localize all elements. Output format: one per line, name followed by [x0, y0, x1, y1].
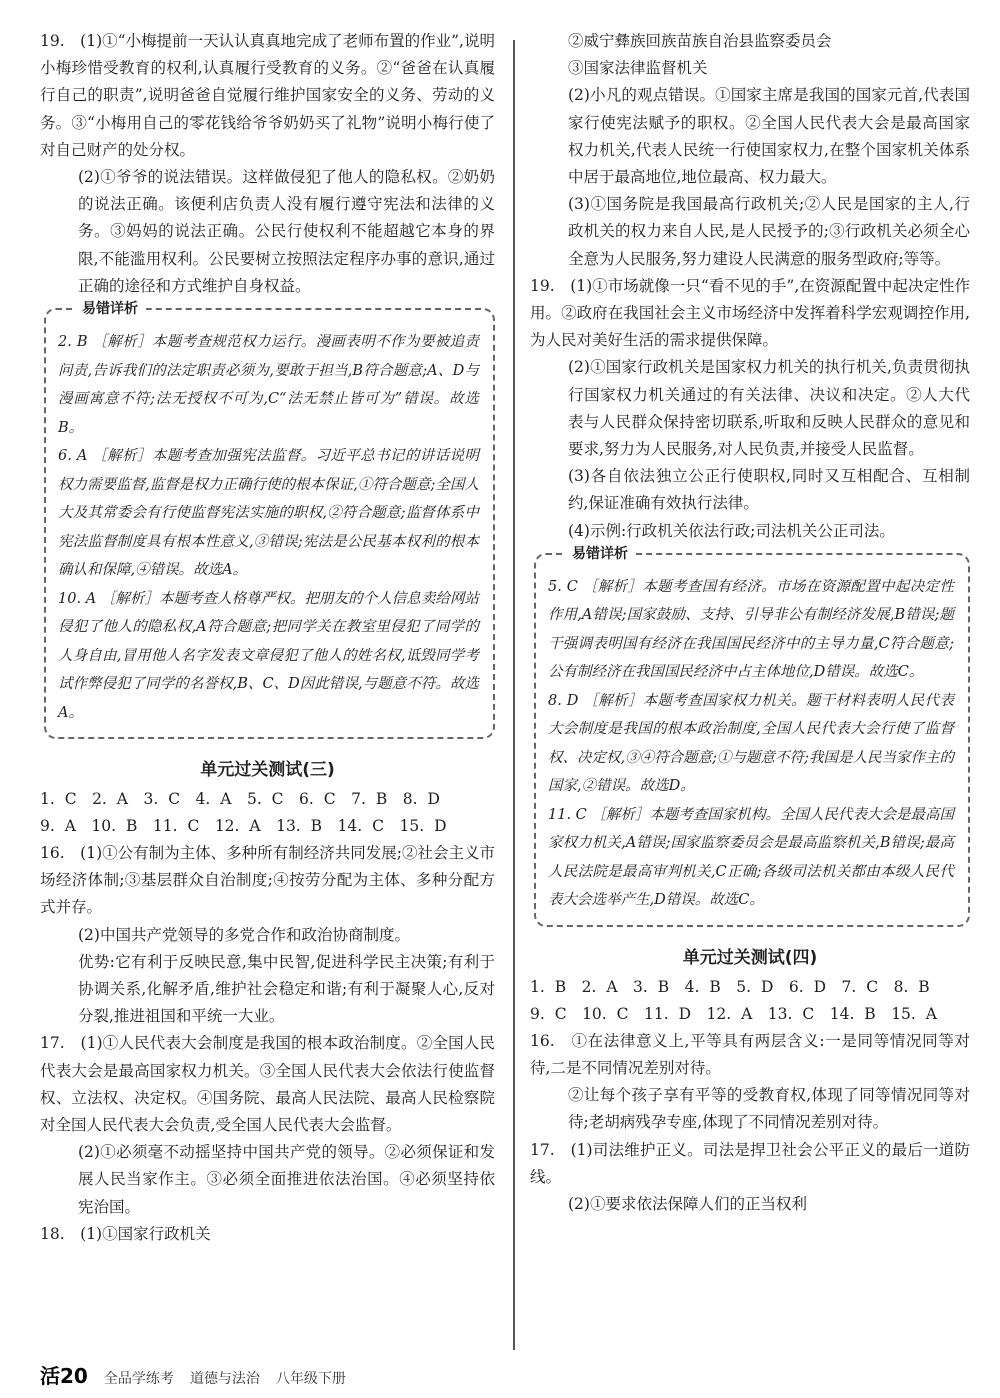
- error-analysis-title: 易错详析: [564, 543, 636, 563]
- error-analysis-item: 5. C ［解析］本题考查国有经济。市场在资源配置中起决定性作用,A错误;国家鼓励、支持、引导非公有制经济发展,B错误;题干强调表明国有经济在我国国民经济中的主导力量,C符合题意;公有制经济在我国国民经济中占主体地位,D错误。故选C。: [548, 578, 954, 681]
- answer-q16-part2: ②让每个孩子享有平等的受教育权,体现了同等情况同等对待;老胡病残孕专座,体现了不同情况差别对待。: [568, 1086, 970, 1132]
- error-analysis-item: 6. A ［解析］本题考查加强宪法监督。习近平总书记的讲话说明权力需要监督,监督是权力正确行使的根本保证,①符合题意;全国人大及其常委会有行使监督宪法实施的职权,②符合题意;监督体系中宪法监督制度具有根本性意义,③错误;宪法是公民基本权利的根本确认和保障,④错误。故选A。: [58, 448, 479, 579]
- mc-answers-line: 1. C 2. A 3. C 4. A 5. C 6. C 7. B 8. D: [40, 790, 440, 809]
- mc-answers-line: 9. C 10. C 11. D 12. A 13. C 14. B 15. A: [530, 1004, 937, 1023]
- answer-q19-part1: 19. (1)①市场就像一只“看不见的手”,在资源配置中起决定性作用。②政府在我国社会主义市场经济中发挥着科学宏观调控作用,为人民对美好生活的需求提供保障。: [530, 276, 970, 350]
- answer-line: ③国家法律监督机关: [568, 59, 708, 78]
- answer-line: (3)①国务院是我国最高行政机关;②人民是国家的主人,行政机关的权力来自人民,是人民授予的;③行政机关必须全心全意为人民服务,努力建设人民满意的服务型政府;等等。: [568, 195, 970, 268]
- section-heading-test4: 单元过关测试(四): [682, 947, 818, 968]
- answer-q18-part1: 18. (1)①国家行政机关: [40, 1224, 211, 1243]
- error-analysis-item: 11. C ［解析］本题考查国家机构。全国人民代表大会是最高国家权力机关,A错误;国家监察委员会是最高监察机关,B错误;最高人民法院是最高审判机关,C正确;各级司法机关都由本级人民代表大会选举产生,D错误。故选C。: [548, 806, 954, 909]
- error-analysis-title: 易错详析: [74, 298, 146, 318]
- answer-q17-part1: 17. (1)①人民代表大会制度是我国的根本政治制度。②全国人民代表大会是最高国家权力机关。③全国人民代表大会依法行使监督权、立法权、决定权。④国务院、最高人民法院、最高人民检察院对全国人民代表大会负责,受全国人民代表大会监督。: [40, 1034, 495, 1135]
- page-footer: [40, 1360, 346, 1389]
- error-analysis-item: 2. B ［解析］本题考查规范权力运行。漫画表明不作为要被追责问责,告诉我们的法定职责必须为,要敢于担当,B符合题意;A、D与漫画寓意不符;法无授权不可为,C“法无禁止皆可为”错误。故选B。: [58, 334, 479, 436]
- mc-answers-line: 1. B 2. A 3. B 4. B 5. D 6. D 7. C 8. B: [530, 977, 930, 996]
- error-analysis-box: [534, 545, 970, 927]
- section-heading-test3: 单元过关测试(三): [200, 760, 335, 781]
- right-column: [530, 28, 970, 1218]
- answer-q16-part3: 优势:它有利于反映民意,集中民智,促进科学民主决策;有利于协调关系,化解矛盾,维护社会稳定和谐;有利于凝聚人心,反对分裂,推进祖国和平统一大业。: [78, 952, 495, 1026]
- left-column: [40, 28, 495, 1248]
- mc-answers-line: 9. A 10. B 11. C 12. A 13. B 14. C 15. D: [40, 817, 447, 836]
- grade-label: 八年级下册: [275, 1371, 346, 1387]
- error-analysis-box: [44, 301, 495, 739]
- answer-q17-part2: (2)①必须毫不动摇坚持中国共产党的领导。②必须保证和发展人民当家作主。③必须全面推进依法治国。④必须坚持依宪治国。: [78, 1143, 495, 1216]
- answer-q16-part1: 16. ①在法律意义上,平等具有两层含义:一是同等情况同等对待,二是不同情况差别对待。: [530, 1031, 970, 1078]
- answer-q17-part2: (2)①要求依法保障人们的正当权利: [568, 1195, 807, 1214]
- answer-line: (2)小凡的观点错误。①国家主席是我国的国家元首,代表国家行使宪法赋予的职权。②全国人民代表大会是最高国家权力机关,代表人民统一行使国家权力,在整个国家机关体系中居于最高地位,地位最高、权力最大。: [568, 86, 970, 187]
- error-analysis-item: 10. A ［解析］本题考查人格尊严权。把朋友的个人信息卖给网站侵犯了他人的隐私权,A符合题意;把同学关在教室里侵犯了同学的人身自由,冒用他人名字发表文章侵犯了他人的姓名权,诋毁同学考试作弊侵犯了同学的名誉权,B、C、D因此错误,与题意不符。故选A。: [58, 590, 479, 721]
- subject-name: 道德与法治: [189, 1371, 260, 1387]
- answer-q19-part4: (4)示例:行政机关依法行政;司法机关公正司法。: [568, 521, 895, 540]
- column-divider: [513, 40, 515, 1350]
- answer-q16-part1: 16. (1)①公有制为主体、多种所有制经济共同发展;②社会主义市场经济体制;③基层群众自治制度;④按劳分配为主体、多种分配方式并存。: [40, 844, 495, 917]
- series-name: 全品学练考: [103, 1371, 174, 1387]
- answer-q19-part2: (2)①爷爷的说法错误。这样做侵犯了他人的隐私权。②奶奶的说法正确。该便利店负责人没有履行遵守宪法和法律的义务。③妈妈的说法正确。公民行使权利不能超越它本身的界限,不能滥用权利。公民要树立按照法定程序办事的意识,通过正确的途径和方式维护自身权益。: [78, 168, 495, 295]
- answer-q19-part2: (2)①国家行政机关是国家权力机关的执行机关,负责贯彻执行国家权力机关通过的有关法律、决议和决定。②人大代表与人民群众保持密切联系,听取和反映人民群众的意见和要求,努力为人民服务,对人民负责,并接受人民监督。: [568, 358, 970, 459]
- page-number: 活20: [40, 1364, 88, 1388]
- answer-q19-part3: (3)各自依法独立公正行使职权,同时又互相配合、互相制约,保证准确有效执行法律。: [568, 467, 970, 513]
- answer-q16-part2: (2)中国共产党领导的多党合作和政治协商制度。: [78, 925, 410, 944]
- error-analysis-item: 8. D ［解析］本题考查国家权力机关。题干材料表明人民代表大会制度是我国的根本政治制度,全国人民代表大会行使了监督权、决定权,③④符合题意;①与题意不符;我国是人民当家作主的国家,②错误。故选D。: [548, 692, 954, 795]
- answer-q19-part1: 19. (1)①“小梅提前一天认认真真地完成了老师布置的作业”,说明小梅珍惜受教育的权利,认真履行受教育的义务。②“爸爸在认真履行自己的职责”,说明爸爸自觉履行维护国家安全的义务、劳动的义务。③“小梅用自己的零花钱给爷爷奶奶买了礼物”说明小梅行使了对自己财产的处分权。: [40, 32, 495, 159]
- answer-line: ②威宁彝族回族苗族自治县监察委员会: [568, 32, 832, 50]
- answer-q17-part1: 17. (1)司法维护正义。司法是捍卫社会公平正义的最后一道防线。: [530, 1140, 970, 1186]
